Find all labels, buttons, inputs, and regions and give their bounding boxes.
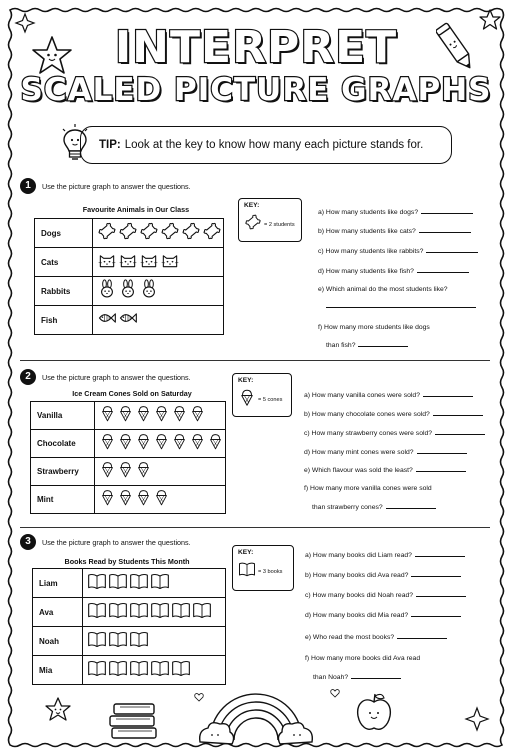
answer-blank[interactable] bbox=[411, 610, 461, 617]
book-icon bbox=[108, 658, 128, 683]
ice-cream-icon bbox=[207, 431, 224, 456]
ice-cream-icon bbox=[189, 403, 206, 428]
question-number: 3 bbox=[20, 534, 36, 550]
section-divider bbox=[20, 527, 490, 528]
cat-icon bbox=[118, 250, 138, 275]
graph-row bbox=[31, 430, 226, 458]
book-icon bbox=[150, 658, 170, 683]
book-icon bbox=[171, 600, 191, 625]
heart-icon bbox=[330, 688, 340, 698]
ice-cream-icon bbox=[189, 431, 206, 456]
row-pictures bbox=[95, 486, 226, 514]
answer-blank[interactable] bbox=[351, 672, 401, 679]
row-pictures bbox=[95, 430, 226, 458]
key-title: KEY: bbox=[238, 549, 254, 556]
question bbox=[318, 246, 478, 255]
graph-key bbox=[232, 545, 294, 591]
row-pictures bbox=[93, 306, 224, 335]
book-icon bbox=[108, 571, 128, 596]
row-label: Mia bbox=[33, 656, 83, 685]
cat-icon bbox=[97, 250, 117, 275]
cat-icon bbox=[139, 250, 159, 275]
rabbit-icon bbox=[139, 279, 159, 304]
row-pictures bbox=[83, 569, 226, 598]
question-text: c) How many books did Noah read? bbox=[305, 592, 414, 599]
graph-title: Ice Cream Cones Sold on Saturday bbox=[72, 389, 192, 398]
answer-blank[interactable] bbox=[416, 590, 466, 597]
sparkle-star-icon bbox=[464, 706, 490, 732]
question bbox=[318, 324, 430, 331]
graph-row bbox=[33, 656, 226, 685]
apple-icon bbox=[354, 690, 394, 734]
sparkle-star-icon bbox=[14, 12, 36, 34]
ice-cream-icon bbox=[117, 403, 134, 428]
book-icon bbox=[108, 629, 128, 654]
question bbox=[318, 266, 469, 275]
picture-graph-table bbox=[34, 218, 224, 335]
question-text: f) How many more students like dogs bbox=[318, 324, 430, 331]
question-text: a) How many books did Liam read? bbox=[305, 552, 412, 559]
question bbox=[304, 465, 466, 474]
row-label: Noah bbox=[33, 627, 83, 656]
question-text: b) How many books did Ava read? bbox=[305, 572, 409, 579]
star-outline-icon bbox=[478, 8, 502, 32]
row-pictures bbox=[83, 598, 226, 627]
question-text: f) How many more vanilla cones were sold bbox=[304, 485, 432, 492]
question bbox=[305, 610, 461, 619]
ice-cream-icon bbox=[171, 431, 188, 456]
book-icon bbox=[87, 658, 107, 683]
question bbox=[304, 390, 473, 399]
book-stack-icon bbox=[106, 694, 162, 742]
row-pictures bbox=[93, 248, 224, 277]
graph-row bbox=[35, 277, 224, 306]
question bbox=[305, 632, 447, 641]
graph-row bbox=[31, 458, 226, 486]
question-text: than fish? bbox=[326, 342, 356, 349]
question-text: than strawberry cones? bbox=[312, 504, 383, 511]
question bbox=[305, 570, 461, 579]
title-line-1: INTERPRET bbox=[114, 22, 398, 73]
row-pictures bbox=[95, 458, 226, 486]
question-text: than Noah? bbox=[313, 674, 349, 681]
pencil-icon bbox=[436, 20, 476, 76]
row-label: Chocolate bbox=[31, 430, 95, 458]
bone-icon bbox=[160, 221, 180, 246]
ice-cream-icon bbox=[99, 403, 116, 428]
question bbox=[304, 447, 467, 456]
question-text: d) How many books did Mia read? bbox=[305, 612, 409, 619]
book-icon bbox=[171, 658, 191, 683]
question-text: e) Which flavour was sold the least? bbox=[304, 467, 413, 474]
ice-cream-icon bbox=[135, 487, 152, 512]
row-label: Rabbits bbox=[35, 277, 93, 306]
question-text: f) How many more books did Ava read bbox=[305, 655, 421, 662]
key-title: KEY: bbox=[244, 202, 260, 209]
answer-blank[interactable] bbox=[416, 465, 466, 472]
tip-text: Look at the key to know how many each picture stands for. bbox=[124, 139, 424, 151]
rainbow-icon bbox=[196, 682, 316, 746]
graph-row bbox=[35, 219, 224, 248]
question bbox=[305, 590, 466, 599]
cat-icon bbox=[160, 250, 180, 275]
bone-icon bbox=[181, 221, 201, 246]
row-label: Vanilla bbox=[31, 402, 95, 430]
row-pictures bbox=[93, 277, 224, 306]
graph-row bbox=[33, 627, 226, 656]
question bbox=[318, 207, 473, 216]
question-text: e) Which animal do the most students like? bbox=[318, 286, 448, 293]
bone-icon bbox=[202, 221, 222, 246]
key-value: = 5 cones bbox=[258, 396, 283, 403]
answer-blank[interactable] bbox=[426, 246, 478, 253]
ice-cream-icon bbox=[117, 459, 134, 484]
graph-row bbox=[33, 598, 226, 627]
ice-cream-icon bbox=[99, 431, 116, 456]
question-text: b) How many chocolate cones were sold? bbox=[304, 411, 430, 418]
question bbox=[313, 672, 401, 681]
tip-label: TIP: bbox=[99, 139, 121, 151]
graph-row bbox=[35, 306, 224, 335]
graph-key bbox=[232, 373, 292, 417]
book-icon bbox=[150, 600, 170, 625]
ice-cream-icon bbox=[238, 388, 256, 411]
row-label: Dogs bbox=[35, 219, 93, 248]
row-pictures bbox=[83, 627, 226, 656]
picture-graph-table bbox=[32, 568, 226, 685]
row-label: Strawberry bbox=[31, 458, 95, 486]
book-icon bbox=[87, 629, 107, 654]
answer-blank[interactable] bbox=[415, 550, 465, 557]
bone-icon bbox=[97, 221, 117, 246]
row-pictures bbox=[93, 219, 224, 248]
book-icon bbox=[87, 600, 107, 625]
question-text: c) How many students like rabbits? bbox=[318, 248, 424, 255]
question bbox=[304, 428, 485, 437]
answer-blank[interactable] bbox=[435, 428, 485, 435]
row-label: Ava bbox=[33, 598, 83, 627]
question bbox=[304, 409, 483, 418]
rabbit-icon bbox=[97, 279, 117, 304]
book-icon bbox=[129, 658, 149, 683]
tip-box bbox=[80, 126, 452, 164]
section-divider bbox=[20, 360, 490, 361]
instruction-text: Use the picture graph to answer the questions. bbox=[42, 373, 191, 382]
fish-icon bbox=[118, 308, 138, 333]
instruction-text: Use the picture graph to answer the questions. bbox=[42, 182, 191, 191]
row-label: Fish bbox=[35, 306, 93, 335]
answer-blank[interactable] bbox=[358, 340, 408, 347]
ice-cream-icon bbox=[99, 487, 116, 512]
book-icon bbox=[87, 571, 107, 596]
ice-cream-icon bbox=[153, 431, 170, 456]
question bbox=[312, 502, 436, 511]
question-text: c) How many strawberry cones were sold? bbox=[304, 430, 433, 437]
graph-row bbox=[33, 569, 226, 598]
smiling-star-icon bbox=[30, 34, 74, 78]
row-pictures bbox=[83, 656, 226, 685]
graph-row bbox=[31, 402, 226, 430]
question bbox=[326, 340, 408, 349]
book-icon bbox=[192, 600, 212, 625]
book-icon bbox=[150, 571, 170, 596]
instruction-text: Use the picture graph to answer the questions. bbox=[42, 538, 191, 547]
graph-title: Books Read by Students This Month bbox=[64, 557, 190, 566]
answer-blank[interactable] bbox=[421, 207, 473, 214]
row-pictures bbox=[95, 402, 226, 430]
answer-blank[interactable] bbox=[417, 266, 469, 273]
row-label: Mint bbox=[31, 486, 95, 514]
ice-cream-icon bbox=[135, 459, 152, 484]
question bbox=[305, 550, 465, 559]
answer-blank[interactable] bbox=[397, 632, 447, 639]
key-value: = 3 books bbox=[258, 568, 283, 575]
book-icon bbox=[238, 560, 256, 583]
question-number: 2 bbox=[20, 369, 36, 385]
question bbox=[304, 485, 432, 492]
question bbox=[318, 286, 448, 293]
bone-icon bbox=[118, 221, 138, 246]
key-title: KEY: bbox=[238, 377, 254, 384]
question-text: d) How many students like fish? bbox=[318, 268, 414, 275]
bone-icon bbox=[139, 221, 159, 246]
answer-blank[interactable] bbox=[419, 226, 471, 233]
ice-cream-icon bbox=[117, 431, 134, 456]
answer-blank[interactable] bbox=[326, 307, 476, 308]
bone-icon bbox=[244, 213, 262, 236]
question-number: 1 bbox=[20, 178, 36, 194]
ice-cream-icon bbox=[153, 403, 170, 428]
question bbox=[305, 655, 420, 662]
question-text: d) How many mint cones were sold? bbox=[304, 449, 414, 456]
question-text: b) How many students like cats? bbox=[318, 228, 416, 235]
ice-cream-icon bbox=[135, 403, 152, 428]
answer-blank[interactable] bbox=[423, 390, 473, 397]
heart-icon bbox=[194, 692, 204, 702]
answer-blank[interactable] bbox=[386, 502, 436, 509]
book-icon bbox=[129, 629, 149, 654]
question-text: a) How many vanilla cones were sold? bbox=[304, 392, 420, 399]
picture-graph-table bbox=[30, 401, 226, 514]
ice-cream-icon bbox=[117, 487, 134, 512]
book-icon bbox=[129, 600, 149, 625]
question-text: e) Who read the most books? bbox=[305, 634, 395, 641]
answer-blank[interactable] bbox=[417, 447, 467, 454]
graph-title: Favourite Animals in Our Class bbox=[82, 205, 190, 214]
book-icon bbox=[108, 600, 128, 625]
ice-cream-icon bbox=[153, 487, 170, 512]
ice-cream-icon bbox=[99, 459, 116, 484]
rabbit-icon bbox=[118, 279, 138, 304]
ice-cream-icon bbox=[171, 403, 188, 428]
answer-blank[interactable] bbox=[411, 570, 461, 577]
row-label: Liam bbox=[33, 569, 83, 598]
graph-row bbox=[35, 248, 224, 277]
title-line-2: SCALED PICTURE GRAPHS bbox=[20, 72, 492, 108]
ice-cream-icon bbox=[135, 431, 152, 456]
question-text: a) How many students like dogs? bbox=[318, 209, 419, 216]
book-icon bbox=[129, 571, 149, 596]
row-label: Cats bbox=[35, 248, 93, 277]
graph-row bbox=[31, 486, 226, 514]
fish-icon bbox=[97, 308, 117, 333]
answer-blank[interactable] bbox=[433, 409, 483, 416]
smiling-star-icon bbox=[44, 696, 72, 724]
graph-key bbox=[238, 198, 302, 242]
question bbox=[318, 226, 471, 235]
key-value: = 2 students bbox=[264, 221, 295, 228]
